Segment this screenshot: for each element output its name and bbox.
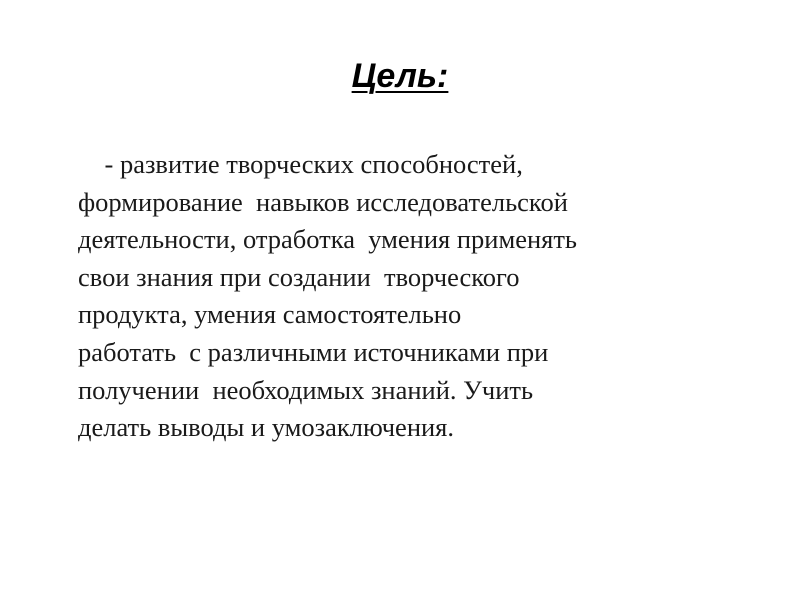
- body-line: получении необходимых знаний. Учить: [78, 374, 534, 405]
- body-line: продукта, умения самостоятельно: [78, 299, 462, 330]
- slide-body: [78, 146, 778, 447]
- body-line: работать с различными источниками при: [78, 336, 549, 367]
- body-line: - развитие творческих способностей,: [78, 149, 523, 179]
- slide-title: Цель:: [351, 57, 449, 95]
- body-line: деятельности, отработка умения применять: [78, 224, 578, 255]
- body-line: делать выводы и умозаключения.: [78, 412, 454, 443]
- body-line: свои знания при создании творческого: [78, 261, 520, 292]
- body-line: формирование навыков исследовательской: [78, 186, 568, 217]
